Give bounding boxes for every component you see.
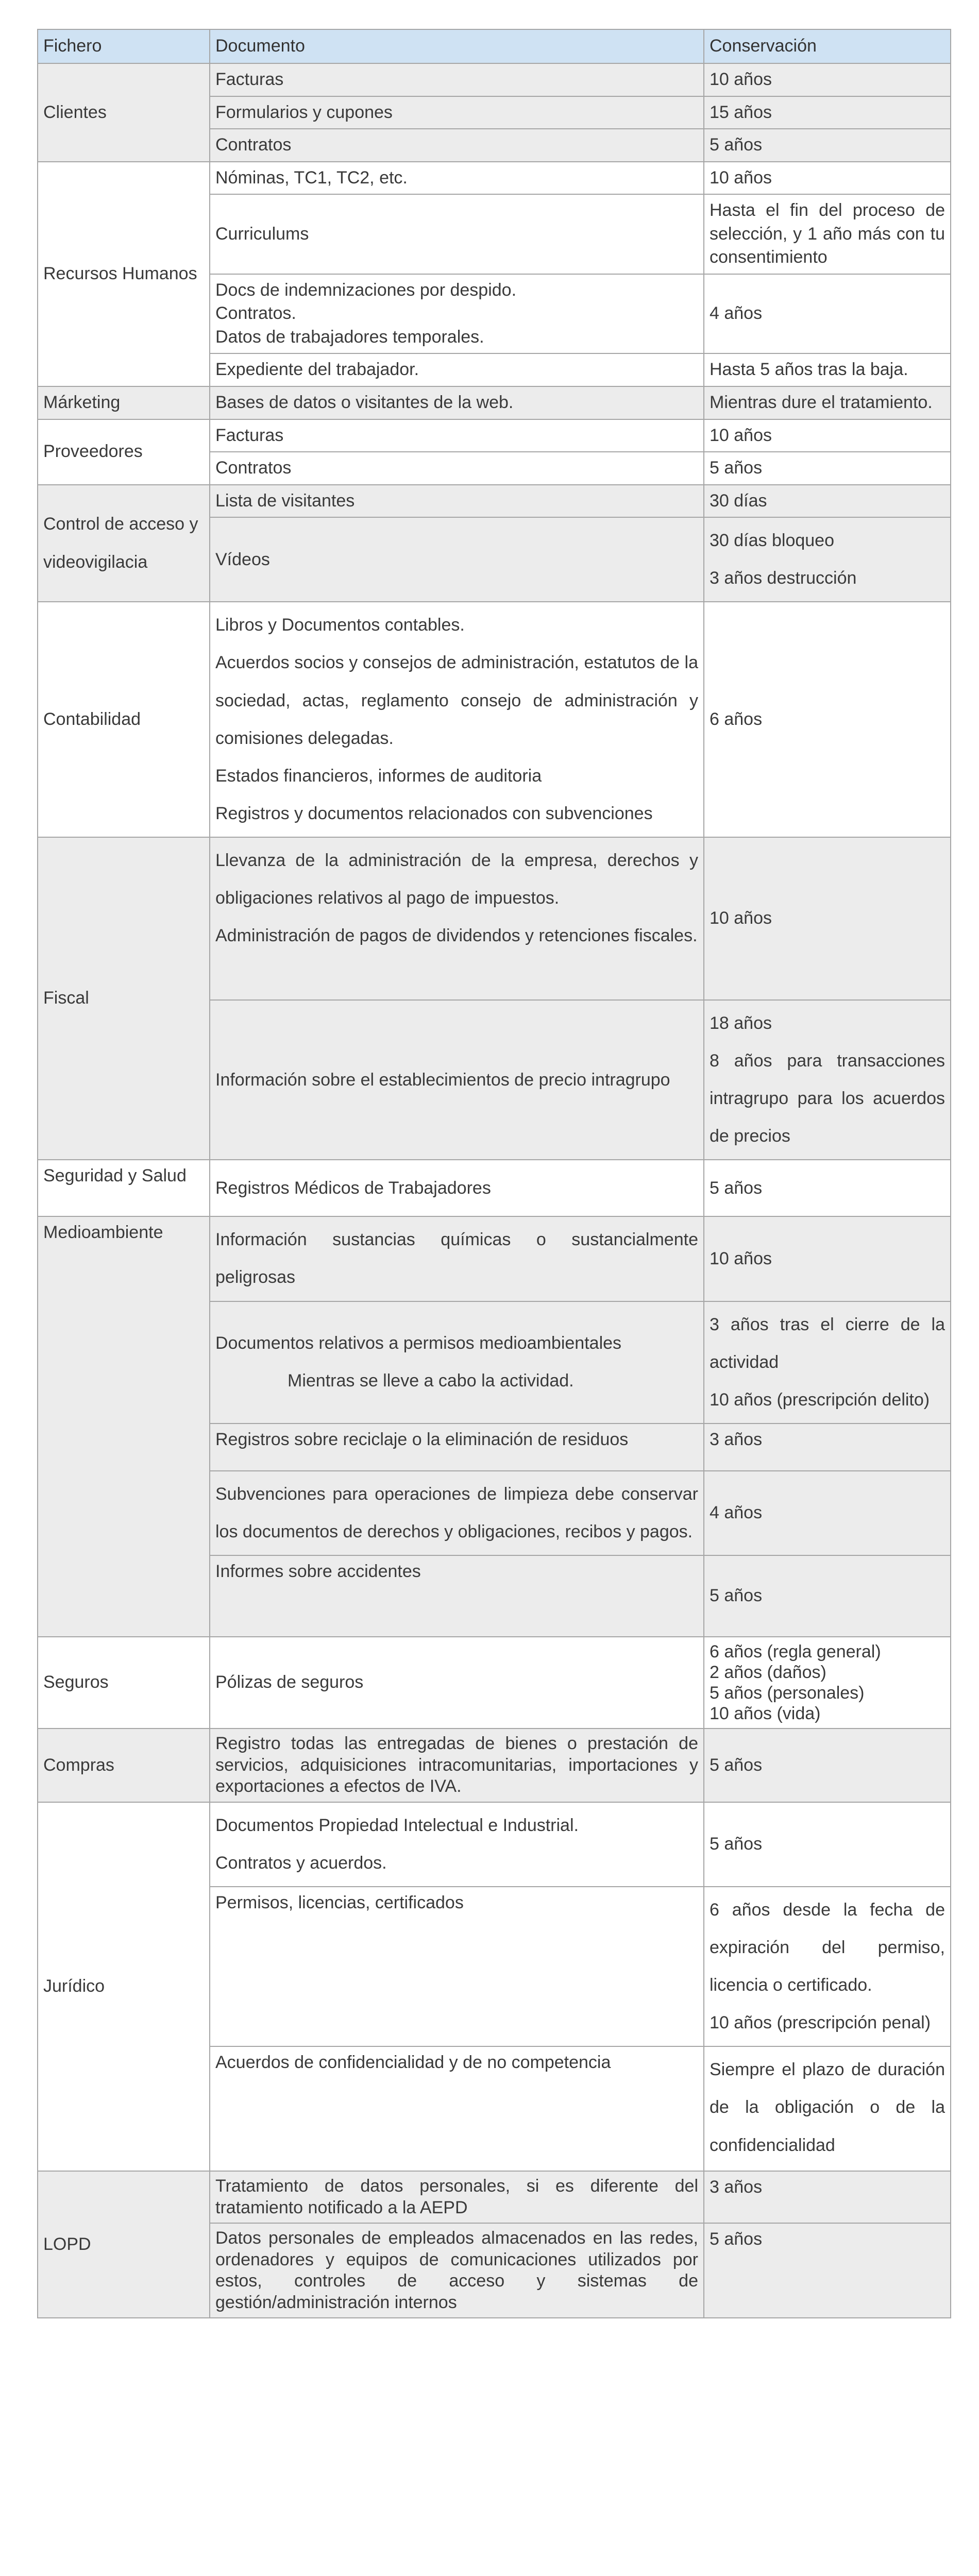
document-line: Docs de indemnizaciones por despido. [215,280,517,300]
document-cell: Vídeos [210,517,704,602]
retention-table [37,29,951,2318]
document-line: Datos de trabajadores temporales. [215,327,484,347]
header-documento: Documento [210,29,704,63]
document-cell: Registro todas las entregadas de bienes o prestación de servicios, adquisiciones intracomunitarias, importaciones y exportaciones a efectos de IVA. [210,1728,704,1802]
retention-line: 30 días bloqueo [710,531,834,551]
retention-cell: 5 años [704,129,951,162]
retention-cell: 5 años [704,1802,951,1887]
category-juridico: Jurídico [38,1802,210,2172]
table-row [38,1160,951,1216]
retention-line: 3 años destrucción [710,568,857,588]
category-fiscal: Fiscal [38,837,210,1160]
retention-cell: 10 años [704,837,951,1000]
retention-line: 10 años (prescripción delito) [710,1389,930,1410]
retention-table-page [37,29,950,2318]
document-cell [210,1802,704,1887]
document-cell: Tratamiento de datos personales, si es diferente del tratamiento notificado a la AEPD [210,2171,704,2223]
document-cell: Contratos [210,452,704,485]
document-cell: Permisos, licencias, certificados [210,1887,704,2046]
retention-cell: 15 años [704,96,951,129]
retention-cell: 3 años [704,1423,951,1471]
document-cell: Curriculums [210,194,704,274]
document-cell [210,837,704,1000]
document-line: Mientras se lleve a cabo la actividad. [288,1371,574,1391]
retention-cell: 3 años [704,2171,951,2223]
category-medioambiente: Medioambiente [38,1216,210,1637]
retention-cell: 10 años [704,162,951,195]
retention-cell: Hasta 5 años tras la baja. [704,353,951,386]
retention-line: 5 años (personales) [710,1683,865,1703]
category-lopd: LOPD [38,2171,210,2318]
table-row [38,1637,951,1728]
retention-cell: 30 días [704,485,951,518]
document-cell: Informes sobre accidentes [210,1555,704,1637]
document-cell: Nóminas, TC1, TC2, etc. [210,162,704,195]
retention-cell [704,1301,951,1423]
document-cell: Formularios y cupones [210,96,704,129]
document-cell: Registros sobre reciclaje o la eliminación de residuos [210,1423,704,1471]
retention-cell: 5 años [704,452,951,485]
retention-line: 6 años desde la fecha de expiración del permiso, licencia o certificado. [710,1900,945,1995]
document-cell [210,602,704,837]
document-line: Administración de pagos de dividendos y retenciones fiscales. [215,926,698,946]
document-cell [210,1301,704,1423]
retention-cell: Mientras dure el tratamiento. [704,386,951,419]
document-cell: Facturas [210,63,704,96]
document-line: Documentos Propiedad Intelectual e Industrial. [215,1815,579,1835]
retention-line: 10 años (vida) [710,1704,821,1724]
retention-line: 6 años (regla general) [710,1641,881,1662]
document-cell: Contratos [210,129,704,162]
category-compras: Compras [38,1728,210,1802]
category-rrhh: Recursos Humanos [38,162,210,386]
retention-cell: Hasta el fin del proceso de selección, y 1 año más con tu consentimiento [704,194,951,274]
document-cell: Información sobre el establecimientos de precio intragrupo [210,1000,704,1160]
document-cell: Registros Médicos de Trabajadores [210,1160,704,1216]
document-line: Llevanza de la administración de la empresa, derechos y obligaciones relativos al pago de impuestos. [215,850,698,908]
retention-cell [704,1000,951,1160]
retention-cell: 10 años [704,419,951,452]
header-conservacion: Conservación [704,29,951,63]
retention-line: 10 años (prescripción penal) [710,2013,931,2033]
document-cell: Bases de datos o visitantes de la web. [210,386,704,419]
document-line: Contratos y acuerdos. [215,1853,387,1873]
retention-cell: 4 años [704,274,951,354]
document-line: Libros y Documentos contables. [215,615,465,635]
document-line: Contratos. [215,303,296,324]
category-control: Control de acceso y videovigilacia [38,485,210,602]
document-cell: Datos personales de empleados almacenados en las redes, ordenadores y equipos de comunicaciones utilizados por estos, controles de acceso y sistemas de gestión/administración internos [210,2223,704,2318]
document-line: Documentos relativos a permisos medioambientales [215,1333,622,1353]
table-row [38,1216,951,1301]
document-cell: Acuerdos de confidencialidad y de no competencia [210,2046,704,2171]
table-row [38,162,951,195]
document-cell: Subvenciones para operaciones de limpieza debe conservar los documentos de derechos y obligaciones, recibos y pagos. [210,1471,704,1555]
table-row [38,63,951,96]
header-row [38,29,951,63]
retention-cell: 10 años [704,1216,951,1301]
retention-cell: 5 años [704,2223,951,2318]
category-clientes: Clientes [38,63,210,162]
table-row [38,602,951,837]
retention-cell [704,517,951,602]
retention-line: 3 años tras el cierre de la actividad [710,1314,945,1372]
category-contabilidad: Contabilidad [38,602,210,837]
document-cell: Expediente del trabajador. [210,353,704,386]
table-row [38,2171,951,2223]
retention-cell: 6 años [704,602,951,837]
table-row [38,386,951,419]
retention-cell [704,1637,951,1728]
retention-cell: 4 años [704,1471,951,1555]
table-row [38,419,951,452]
category-seguros: Seguros [38,1637,210,1728]
document-cell [210,274,704,354]
retention-line: 18 años [710,1013,772,1033]
table-row [38,837,951,1000]
document-line: Estados financieros, informes de auditoria [215,766,542,786]
retention-cell: 5 años [704,1160,951,1216]
document-cell: Lista de visitantes [210,485,704,518]
category-proveedores: Proveedores [38,419,210,485]
retention-cell: 5 años [704,1728,951,1802]
retention-cell: Siempre el plazo de duración de la obligación o de la confidencialidad [704,2046,951,2171]
document-line: Acuerdos socios y consejos de administración, estatutos de la sociedad, actas, reglamento consejo de administración y comisiones delegadas. [215,653,698,748]
category-marketing: Márketing [38,386,210,419]
retention-line: 2 años (daños) [710,1663,826,1683]
retention-cell: 5 años [704,1555,951,1637]
document-cell: Pólizas de seguros [210,1637,704,1728]
table-row [38,485,951,518]
category-seguridad: Seguridad y Salud [38,1160,210,1216]
retention-cell: 10 años [704,63,951,96]
retention-cell [704,1887,951,2046]
retention-line: 8 años para transacciones intragrupo para los acuerdos de precios [710,1051,945,1146]
table-row [38,1728,951,1802]
document-cell: Facturas [210,419,704,452]
document-line: Registros y documentos relacionados con subvenciones [215,803,653,823]
document-cell: Información sustancias químicas o sustancialmente peligrosas [210,1216,704,1301]
header-fichero: Fichero [38,29,210,63]
table-row [38,1802,951,1887]
